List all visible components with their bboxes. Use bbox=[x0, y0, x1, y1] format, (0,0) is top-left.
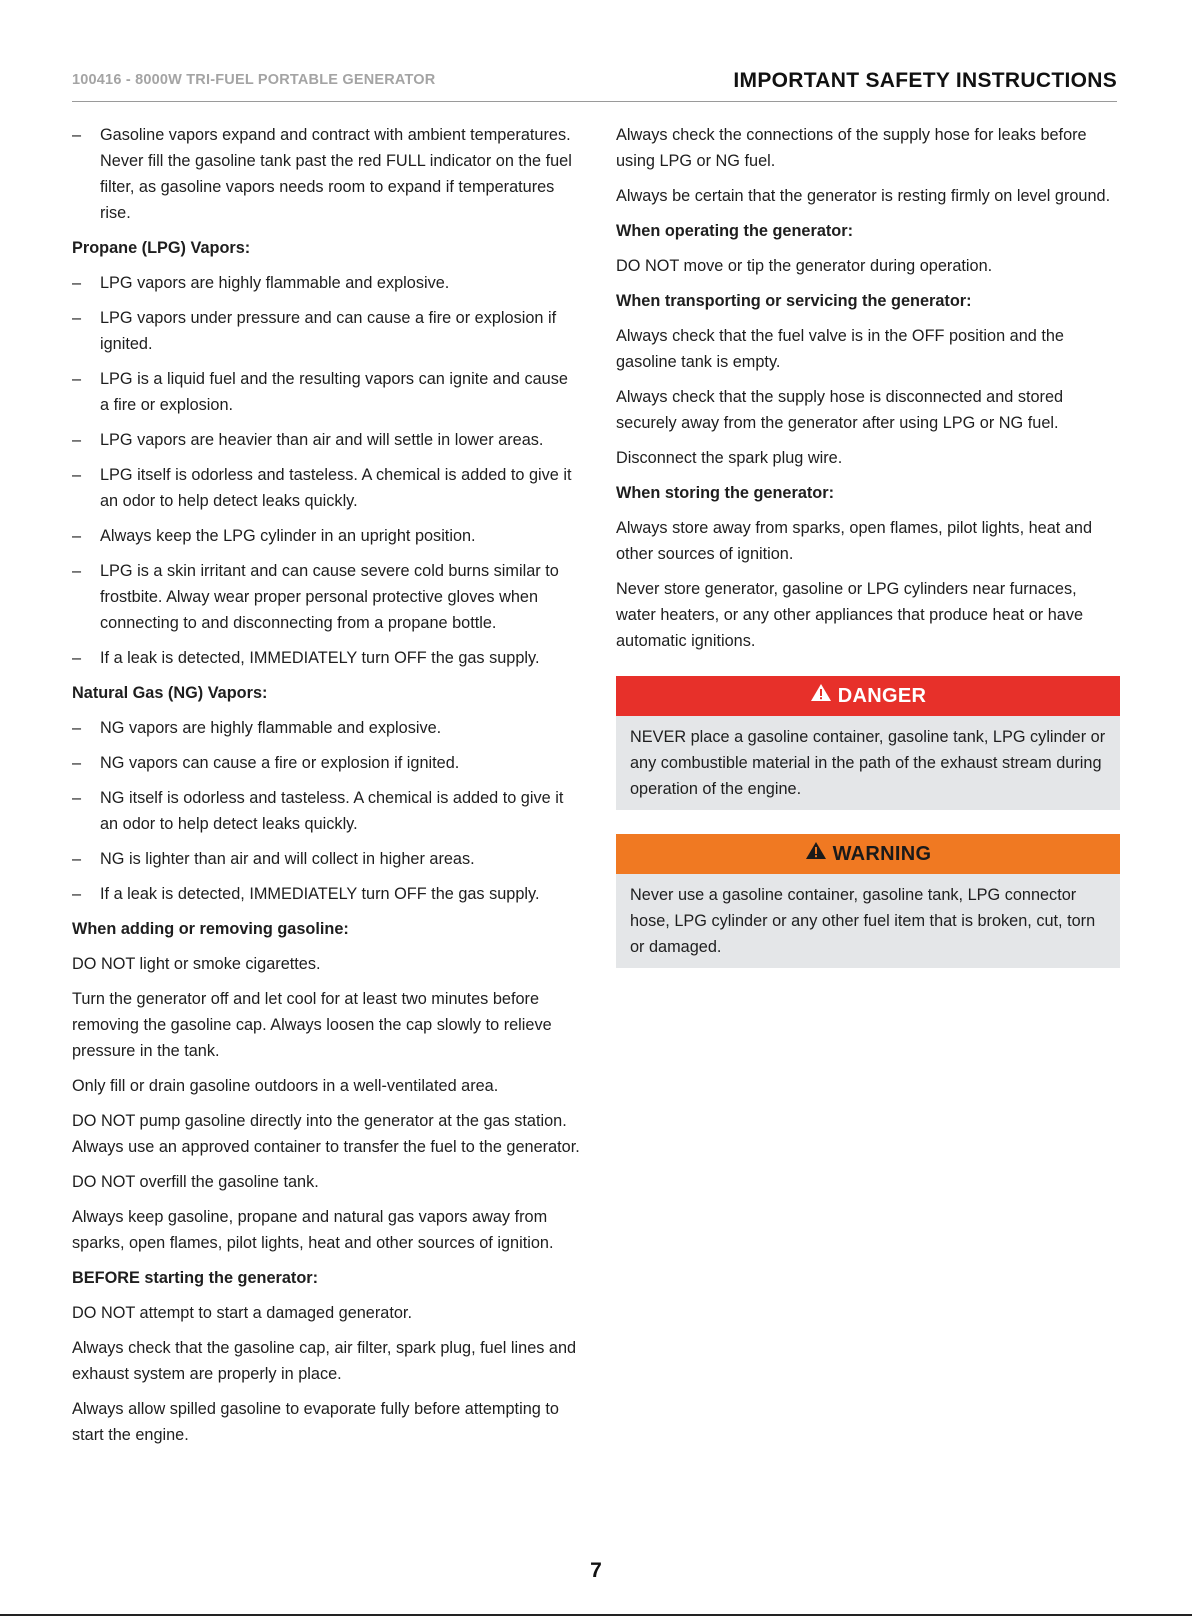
dash-bullet: – bbox=[72, 649, 82, 667]
paragraph: DO NOT pump gasoline directly into the generator at the gas station. Always use an approved container to transfer the fuel to the generator. bbox=[72, 1112, 580, 1156]
list-item-text: Always keep the LPG cylinder in an upright position. bbox=[100, 527, 476, 545]
list-item-text: LPG vapors are heavier than air and will settle in lower areas. bbox=[100, 431, 544, 449]
dash-bullet: – bbox=[72, 274, 82, 292]
warning-triangle-icon bbox=[805, 841, 827, 867]
section-heading: When operating the generator: bbox=[616, 222, 853, 240]
list-item bbox=[72, 715, 580, 741]
dash-bullet: – bbox=[72, 850, 82, 868]
list-item bbox=[72, 366, 580, 418]
list-item bbox=[72, 462, 580, 514]
list-item-text: NG itself is odorless and tasteless. A chemical is added to give it an odor to help detect leaks quickly. bbox=[100, 789, 564, 833]
section-heading: BEFORE starting the generator: bbox=[72, 1269, 319, 1287]
list-item-text: LPG is a liquid fuel and the resulting vapors can ignite and cause a fire or explosion. bbox=[100, 370, 568, 414]
danger-label: DANGER bbox=[837, 685, 927, 707]
section-heading: When adding or removing gasoline: bbox=[72, 920, 349, 938]
list-item bbox=[72, 645, 580, 671]
left-column bbox=[72, 122, 580, 1457]
list-item-text: LPG vapors under pressure and can cause a fire or explosion if ignited. bbox=[100, 309, 557, 353]
dash-bullet: – bbox=[72, 527, 82, 545]
dash-bullet: – bbox=[72, 719, 82, 737]
warning-banner bbox=[616, 834, 1120, 874]
paragraph: Always check the connections of the supply hose for leaks before using LPG or NG fuel. bbox=[616, 126, 1087, 170]
paragraph: DO NOT light or smoke cigarettes. bbox=[72, 955, 321, 973]
list-item bbox=[72, 846, 580, 872]
list-item-text: If a leak is detected, IMMEDIATELY turn OFF the gas supply. bbox=[100, 649, 540, 667]
paragraph: Never store generator, gasoline or LPG cylinders near furnaces, water heaters, or any other appliances that produce heat or have automatic ignitions. bbox=[616, 580, 1084, 650]
page-number: 7 bbox=[590, 1559, 602, 1582]
paragraph: Always check that the supply hose is disconnected and stored securely away from the generator after using LPG or NG fuel. bbox=[616, 388, 1064, 432]
list-item-text: Gasoline vapors expand and contract with ambient temperatures. Never fill the gasoline tank past the red FULL indicator on the fuel filter, as gasoline vapors needs room to expand if temperatures rise. bbox=[100, 126, 572, 222]
warning-triangle-icon bbox=[810, 683, 832, 709]
paragraph: DO NOT overfill the gasoline tank. bbox=[72, 1173, 319, 1191]
section-heading: When storing the generator: bbox=[616, 484, 834, 502]
list-item bbox=[72, 785, 580, 837]
list-item-text: LPG is a skin irritant and can cause severe cold burns similar to frostbite. Alway wear proper personal protective gloves when connecting to and disconnecting from a propane bottle. bbox=[100, 562, 559, 632]
dash-bullet: – bbox=[72, 309, 82, 327]
warning-label: WARNING bbox=[832, 843, 932, 865]
dash-bullet: – bbox=[72, 466, 82, 484]
list-item-text: If a leak is detected, IMMEDIATELY turn OFF the gas supply. bbox=[100, 885, 540, 903]
footer-rule bbox=[0, 1614, 1192, 1616]
paragraph: Always be certain that the generator is resting firmly on level ground. bbox=[616, 187, 1111, 205]
list-item bbox=[72, 305, 580, 357]
section-heading: Propane (LPG) Vapors: bbox=[72, 239, 251, 257]
list-item bbox=[72, 558, 580, 636]
section-heading: Natural Gas (NG) Vapors: bbox=[72, 684, 268, 702]
list-item-text: NG is lighter than air and will collect in higher areas. bbox=[100, 850, 475, 868]
header-divider bbox=[72, 101, 1117, 102]
warning-text: Never use a gasoline container, gasoline tank, LPG connector hose, LPG cylinder or any other fuel item that is broken, cut, torn or damaged. bbox=[630, 886, 1096, 956]
dash-bullet: – bbox=[72, 126, 82, 144]
list-item bbox=[72, 122, 580, 226]
dash-bullet: – bbox=[72, 789, 82, 807]
danger-text: NEVER place a gasoline container, gasoline tank, LPG cylinder or any combustible material in the path of the exhaust stream during operation of the engine. bbox=[630, 728, 1106, 798]
paragraph: Always check that the fuel valve is in the OFF position and the gasoline tank is empty. bbox=[616, 327, 1064, 371]
paragraph: Always allow spilled gasoline to evaporate fully before attempting to start the engine. bbox=[72, 1400, 559, 1444]
list-item-text: NG vapors are highly flammable and explosive. bbox=[100, 719, 442, 737]
dash-bullet: – bbox=[72, 431, 82, 449]
paragraph: DO NOT attempt to start a damaged generator. bbox=[72, 1304, 412, 1322]
dash-bullet: – bbox=[72, 562, 82, 580]
list-item bbox=[72, 523, 580, 549]
danger-box bbox=[616, 676, 1120, 810]
warning-box bbox=[616, 834, 1120, 968]
list-item bbox=[72, 881, 580, 907]
list-item bbox=[72, 750, 580, 776]
dash-bullet: – bbox=[72, 754, 82, 772]
section-heading: When transporting or servicing the generator: bbox=[616, 292, 972, 310]
paragraph: Turn the generator off and let cool for at least two minutes before removing the gasoline cap. Always loosen the cap slowly to relieve pressure in the tank. bbox=[72, 990, 552, 1060]
list-item bbox=[72, 427, 580, 453]
list-item bbox=[72, 270, 580, 296]
right-column bbox=[616, 122, 1120, 968]
paragraph: DO NOT move or tip the generator during operation. bbox=[616, 257, 993, 275]
dash-bullet: – bbox=[72, 885, 82, 903]
document-id: 100416 - 8000W TRI-FUEL PORTABLE GENERATOR bbox=[72, 72, 436, 88]
list-item-text: LPG vapors are highly flammable and explosive. bbox=[100, 274, 450, 292]
section-title: IMPORTANT SAFETY INSTRUCTIONS bbox=[733, 69, 1117, 92]
list-item-text: NG vapors can cause a fire or explosion if ignited. bbox=[100, 754, 460, 772]
paragraph: Always check that the gasoline cap, air filter, spark plug, fuel lines and exhaust system are properly in place. bbox=[72, 1339, 577, 1383]
list-item-text: LPG itself is odorless and tasteless. A chemical is added to give it an odor to help detect leaks quickly. bbox=[100, 466, 572, 510]
paragraph: Always keep gasoline, propane and natural gas vapors away from sparks, open flames, pilot lights, heat and other sources of ignition. bbox=[72, 1208, 554, 1252]
dash-bullet: – bbox=[72, 370, 82, 388]
paragraph: Disconnect the spark plug wire. bbox=[616, 449, 843, 467]
paragraph: Always store away from sparks, open flames, pilot lights, heat and other sources of ignition. bbox=[616, 519, 1092, 563]
paragraph: Only fill or drain gasoline outdoors in a well-ventilated area. bbox=[72, 1077, 499, 1095]
danger-banner bbox=[616, 676, 1120, 716]
